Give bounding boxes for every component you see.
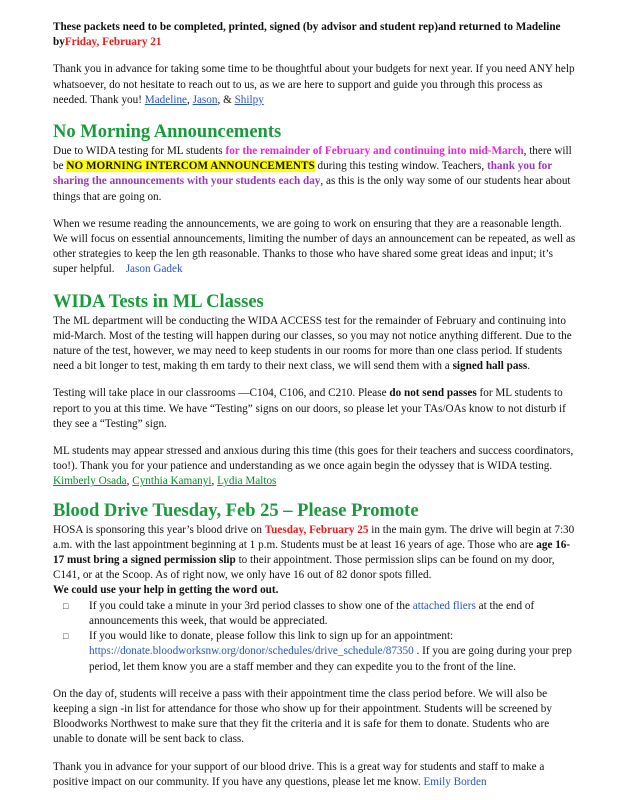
testing-window-text: for the remainder of February and continuing into mid-March — [225, 145, 524, 158]
announcements-text-c: during this testing window. Teachers, — [314, 160, 487, 173]
help-callout: We could use your help in getting the word out. — [53, 584, 279, 597]
wida-heading: WIDA Tests in ML Classes — [53, 291, 264, 312]
wida-rooms-text: Testing will take place in our classrooms —C104, C106, and C210. Please — [53, 387, 390, 400]
deadline-date: Friday, February 21 — [64, 36, 162, 49]
wida-patience-text: ML students may appear stressed and anxious during this time (this goes for their teachers and success coordinators, too!). Thank you for your patience and understanding as we once again begin the odyssey that is WIDA testing. — [53, 445, 574, 473]
signer-link-lydia[interactable]: Lydia Maltos — [217, 475, 277, 488]
no-passes-text: do not send passes — [389, 387, 477, 400]
announcements-paragraph-2 — [53, 217, 578, 278]
no-intercom-highlight: NO MORNING INTERCOM ANNOUNCEMENTS — [66, 160, 315, 173]
announcements-paragraph-1 — [53, 144, 578, 205]
announcements-text-a: Due to WIDA testing for ML students — [53, 145, 226, 158]
signer-link-cynthia[interactable]: Cynthia Kamanyi — [132, 475, 212, 488]
wida-intro-end: . — [527, 360, 530, 373]
fliers-text-b: at the end of announcements this week, that would be appreciated. — [89, 599, 535, 627]
announcements-heading: No Morning Announcements — [53, 122, 282, 143]
permission-slip-text: age 16-17 must bring a signed permission slip — [53, 538, 571, 567]
announcements-text-d: , as this is the only way some of our students hear about things that are going on. — [53, 175, 571, 203]
wida-paragraph-3: ML students may appear stressed and anxious during this time (this goes for their teachers and success coordinators, too!). Thank you for your patience and understanding as we once again begin the odyssey that is WIDA testing. Kimberly Osada, Cynthia Kamanyi, Lydia Maltos — [53, 445, 574, 488]
list-item — [89, 599, 578, 629]
blood-drive-thanks-text: Thank you in advance for your support of our blood drive. This is a great way for students and staff to make a positive impact on our community. If you have any questions, please let me know. — [53, 760, 545, 788]
blood-drive-list — [53, 599, 578, 675]
signer-emily-borden: Emily Borden — [423, 775, 487, 788]
teachers-thanks-text: thank you for sharing the announcements with your students each day — [53, 160, 553, 188]
blood-drive-heading: Blood Drive Tuesday, Feb 25 – Please Promote — [53, 500, 419, 521]
fliers-text-a: If you could take a minute in your 3rd period classes to show one of the — [89, 599, 413, 612]
budget-thanks-paragraph: Thank you in advance for taking some time to be thoughtful about your budgets for next year. If you need ANY help whatsoever, do not hesitate to reach out to us, as we are here to support and guide you through this process as needed. Thank you! Madeline, Jason, & Shilpy — [53, 63, 575, 106]
wida-paragraph-2 — [53, 386, 578, 432]
donate-text-a: If you would like to donate, please follow this link to sign up for an appointment: — [89, 630, 454, 643]
wida-intro-text: The ML department will be conducting the WIDA ACCESS test for the remainder of February and continuing into mid-March. Most of the testing will happen during our classes, so you may not notice anything different. Due to the nature of the test, however, we may need to keep students in our rooms for more than one class period. If students need a bit longer to test, making th em tardy to their next class, we will send them with a — [53, 314, 572, 373]
signer-link-kimberly[interactable]: Kimberly Osada — [53, 475, 127, 488]
donate-signup-link[interactable]: https://donate.bloodworksnw.org/donor/schedules/drive_schedule/87350 — [89, 645, 414, 658]
hall-pass-text: signed hall pass — [452, 360, 528, 373]
blood-drive-text-b: in the main gym. The drive will begin at 7:30 a.m. with the last appointment beginning at 1 p.m. Students must be at least 16 years of age. Those who are — [53, 523, 575, 551]
packet-deadline-paragraph — [53, 20, 578, 50]
blood-drive-paragraph-3 — [53, 760, 578, 790]
blood-drive-paragraph-2: On the day of, students will receive a pass with their appointment time the class period before. We will also be keeping a sign -in list for attendance for those who show up for their appointment. Students will be screened by Bloodworks Northwest to make sure that they fit the criteria and it is safe for them to donate. Students who are unable to donate will be sent back to class. — [53, 687, 552, 746]
blood-drive-date: Tuesday, February 25 — [264, 523, 369, 536]
list-item — [89, 629, 578, 675]
packet-deadline-text: These packets need to be completed, printed, signed (by advisor and student rep)and returned to Madeline by — [53, 21, 561, 49]
announcements-text-b: , there will be — [53, 145, 572, 173]
signer-jason-gadek: Jason Gadek — [125, 263, 183, 276]
attached-fliers-link[interactable]: attached fliers — [412, 599, 476, 612]
name-link-shilpy[interactable]: Shilpy — [234, 93, 264, 106]
wida-paragraph-1 — [53, 314, 578, 375]
blood-drive-text-c: to their appointment. Those permission slips can be found on my door, C141, or at the Scoop. As of right now, we only have 16 out of 82 donor spots filled. — [53, 554, 555, 582]
blood-drive-text-a: HOSA is sponsoring this year’s blood drive on — [53, 523, 265, 536]
name-link-madeline[interactable]: Madeline — [144, 93, 188, 106]
budget-thanks-text: Thank you in advance for taking some time to be thoughtful about your budgets for next year. If you need ANY help whatsoever, do not hesitate to reach out to us, as we are here to support and guide you through this process as needed. Thank you! — [53, 63, 575, 106]
name-link-jason[interactable]: Jason — [192, 93, 218, 106]
blood-drive-paragraph-1 — [53, 523, 578, 584]
donate-text-b: . If you are going during your prep period, let them know you are a staff member and they can expedite you to the front of the line. — [89, 645, 572, 673]
announcements-resume-text: When we resume reading the announcements, we are going to work on ensuring that they are a reasonable length. We will focus on essential announcements, limiting the number of days an announcement can be repeated, as well as other strategies to keep the len gth reasonable. Thanks to those who have shared some great ideas and input; it’s super helpful. — [53, 217, 576, 276]
wida-signs-text: for ML students to report to you at this time. We have “Testing” signs on our doors, so please let your TAs/OAs know to not disturb if they see a “Testing” sign. — [53, 387, 566, 430]
